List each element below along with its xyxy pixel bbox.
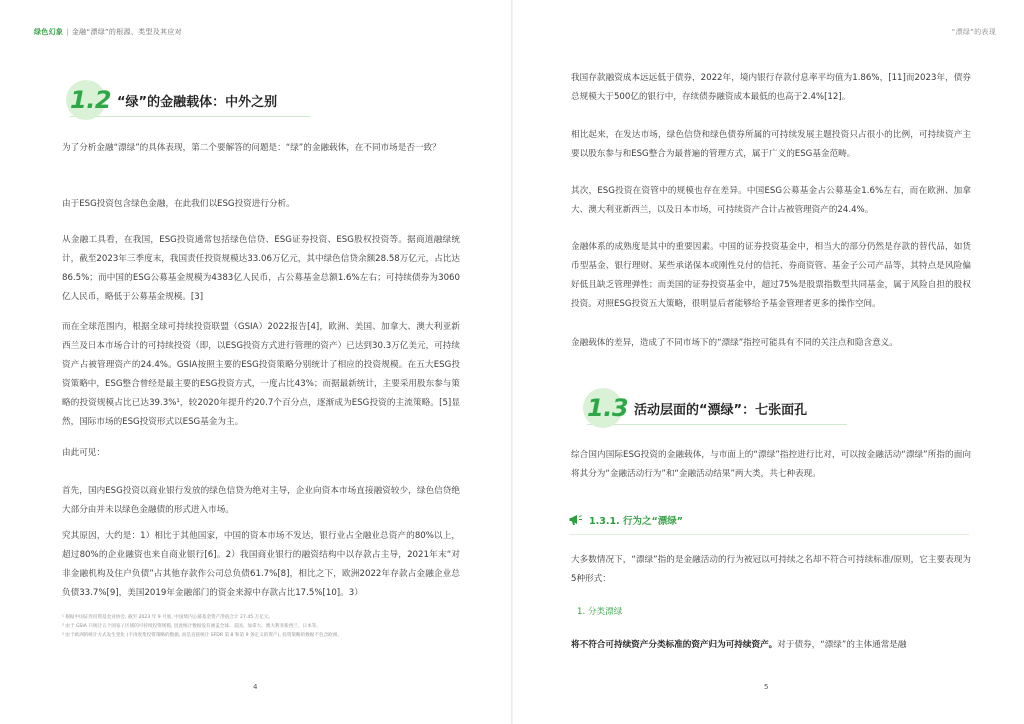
footnotes xyxy=(62,613,462,640)
paragraph: 综合国内国际ESG投资的金融载体，与市面上的“漂绿”指控进行比对，可以按金融活动“漂绿”所指的面向将其分为“金融活动行为”和“金融活动结果”两大类，共七种表现。 xyxy=(571,450,971,479)
paragraph: 大多数情况下，“漂绿”指的是金融活动的行为被冠以可持续之名却不符合可持续标准/原则，它主要表现为5种形式： xyxy=(571,555,971,584)
section-heading-1-2 xyxy=(70,86,277,114)
section-underline xyxy=(70,116,310,117)
running-head-right: “漂绿”的表现 xyxy=(951,28,996,36)
section-title: 活动层面的“漂绿”：七张面孔 xyxy=(634,402,808,418)
subsection-title: 1.3.1. 行为之“漂绿” xyxy=(589,516,683,527)
left-page xyxy=(0,0,511,724)
paragraph: 究其原因，大约是：1）相比于其他国家，中国的资本市场不发达，银行业占全融业总资产的80%以上，超过80%的企业融资也来自商业银行[6]。2）我国商业银行的融资结构中以存款占主导，2021年末“对非金融机构及住户负债”占其他存款作公司总负债61.7%[8]，相比之下，欧洲2022年存款占金融企业总负债33.7%[9]，美国2019年金融部门的资金来源中存款占比17.5%[10]。3） xyxy=(62,531,460,598)
footnote: ³ 由于欧洲的统计方式发生变化 (不再收集投资策略的数据, 而是直接统计 SFDR 第 8 和第 9 条定义的资产), 投资策略的数据不包含欧洲。 xyxy=(62,633,342,638)
paragraph: 金融体系的成熟度是其中的重要因素。中国的证券投资基金中，相当大的部分仍然是存款的替代品，如货币型基金、银行理财、某些承诺保本或刚性兑付的信托、券商资管、基金子公司产品等，其特点是风险偏好低且缺乏管理弹性；而美国的证券投资基金中，超过75%是股票指数型共同基金，属于风险自担的股权投资。对照ESG投资五大策略，很明显后者能够给予基金管理者更多的操作空间。 xyxy=(571,242,971,309)
running-head-left xyxy=(34,27,182,37)
bold-phrase: 将不符合可持续资产分类标准的资产归为可持续资产。 xyxy=(571,640,778,650)
paragraph: 由此可见： xyxy=(62,448,105,458)
right-page xyxy=(513,0,1024,724)
paragraph: 其次，ESG投资在资管中的规模也存在差异。中国ESG公募基金占公募基金1.6%左右，而在欧洲、加拿大、澳大利亚新西兰，以及日本市场，可持续资产合计占被管理资产的24.4%。 xyxy=(571,186,971,215)
paragraph: 我国存款融资成本远远低于债券，2022年，境内银行存款付息率平均值为1.86%，[11]而2023年，债券总规模大于500亿的银行中，存续债券融资成本最低的也高于2.4%[12]。 xyxy=(571,73,971,102)
paragraph: 为了分析金融“漂绿”的具体表现，第二个要解答的问题是：“绿”的金融载体，在不同市场是否一致？ xyxy=(62,143,441,153)
page-number-left: 4 xyxy=(253,683,258,691)
megaphone-icon xyxy=(569,513,583,527)
footnote: ² 由于 GSIA 只统计五个国家 / 区域的可持续投资规模, 因此统计数据没有涵盖全球、美国、加拿大、澳大利亚新西兰、日本等。 xyxy=(62,624,321,629)
paragraph: 金融载体的差异，造成了不同市场下的“漂绿”指控可能具有不同的关注点和隐含意义。 xyxy=(571,338,898,348)
paragraph: 而在全球范围内，根据全球可持续投资联盟（GSIA）2022报告[4]，欧洲、美国、加拿大、澳大利亚新西兰及日本市场合计的可持续投资（即，以ESG投资方式进行管理的资产）已达到30.3万亿美元，可持续资产占被管理资产的24.4%。GSIA按照主要的ESG投资策略分别统计了相应的投资规模。在五大ESG投资策略中，ESG整合曾经是最主要的ESG投资方式，一度占比43%；而据最新统计，主要采用股东参与策略的投资规模占比已达39.3%¹，较2020年提升约20.7个百分点，逐渐成为ESG投资的主流策略。[5]显然，国际市场的ESG投资形式以ESG基金为主。 xyxy=(62,322,460,427)
section-underline xyxy=(587,424,847,425)
subsection-heading xyxy=(569,513,683,527)
section-number: 1.2 xyxy=(70,86,112,114)
footnote: ¹ 根据中国证券投资基金业协会, 截至 2023 年 9 月底, 中国境内公募基金资产净值合计 27.45 万亿元。 xyxy=(62,615,274,620)
paragraph xyxy=(571,636,971,655)
header-separator: | xyxy=(66,28,69,36)
section-title: “绿”的金融载体：中外之别 xyxy=(117,94,278,110)
paragraph: 相比起来，在发达市场，绿色信贷和绿色债券所属的可持续发展主题投资只占很小的比例，可持续资产主要以股东参与和ESG整合为最普遍的管理方式，属于广义的ESG基金范畴。 xyxy=(571,130,971,159)
page-number-right: 5 xyxy=(764,683,769,691)
text-run: 对于债券，“漂绿”的主体通常是融 xyxy=(777,640,907,650)
paragraph: 由于ESG投资包含绿色金融，在此我们以ESG投资进行分析。 xyxy=(62,199,295,209)
header-doc-title: 金融“漂绿”的根源、类型及其应对 xyxy=(71,28,182,36)
paragraph: 从金融工具看，在我国，ESG投资通常包括绿色信贷、ESG证券投资、ESG股权投资等。据商道融绿统计，截至2023年三季度末，我国责任投资规模达33.06万亿元，其中绿色信贷余额28.58万亿元，占比达86.5%；而中国的ESG公募基金规模为4383亿人民币，占公募基金总额1.6%左右；可持续债券为3060亿人民币，略低于公募基金规模。[3] xyxy=(62,235,460,302)
paragraph: 首先，国内ESG投资以商业银行发放的绿色信贷为绝对主导，企业向资本市场直接融资较少，绿色信贷绝大部分由并未以绿色金融债的形式进入市场。 xyxy=(62,486,460,515)
list-item-label: 1. 分类漂绿 xyxy=(577,607,623,617)
header-brand: 绿色幻象 xyxy=(34,28,64,36)
section-heading-1-3 xyxy=(587,394,807,422)
section-number: 1.3 xyxy=(587,394,629,422)
subsection-underline xyxy=(569,534,969,535)
